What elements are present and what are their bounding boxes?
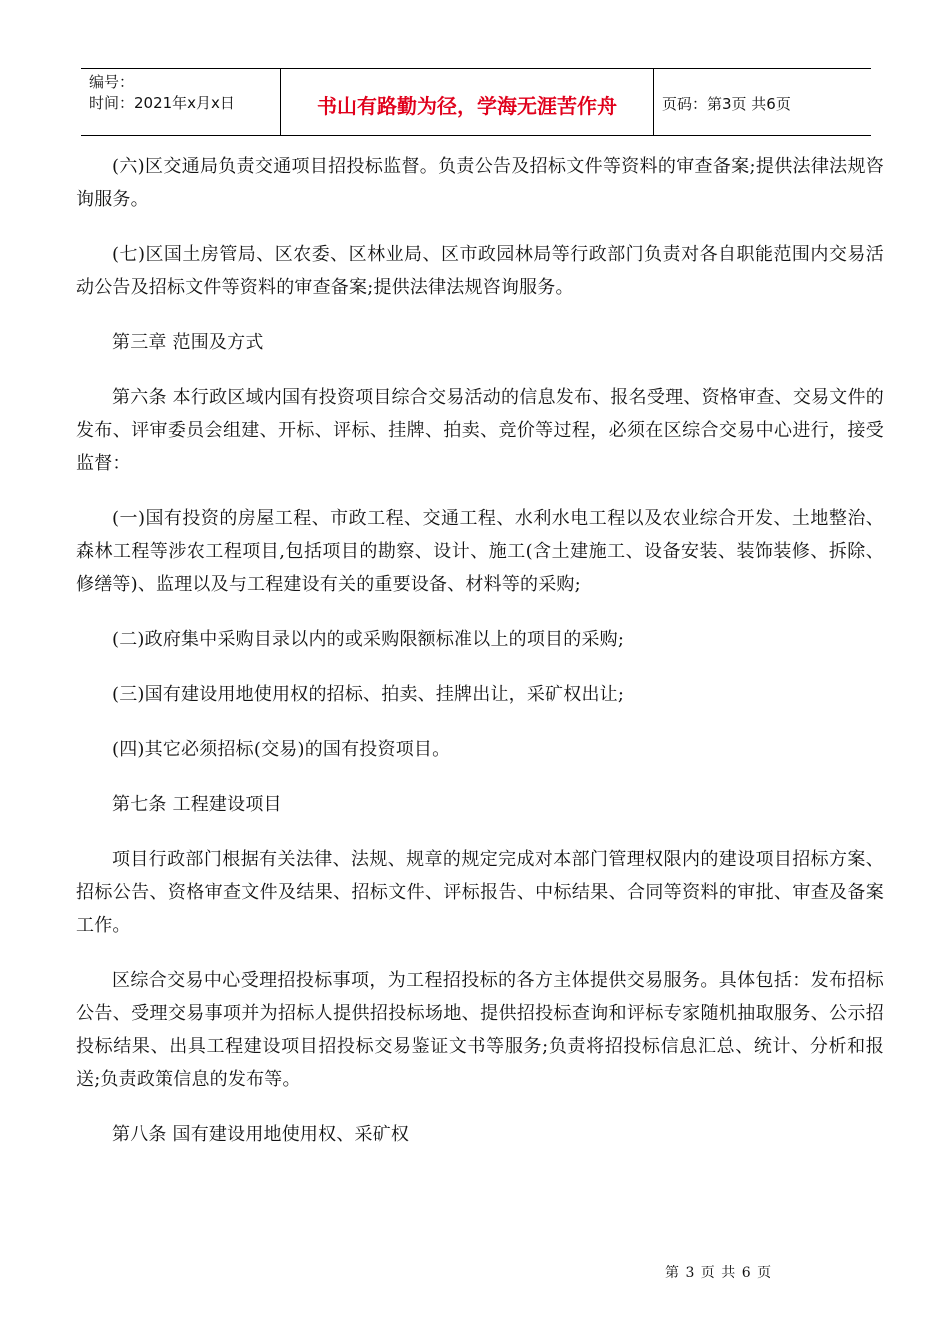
page-header bbox=[81, 68, 871, 136]
list-item: (三)国有建设用地使用权的招标、拍卖、挂牌出让，采矿权出让; bbox=[112, 684, 625, 705]
list-item: (一)国有投资的房屋工程、市政工程、交通工程、水利水电工程以及农业综合开发、土地整治、森林工程等涉农工程项目,包括项目的勘察、设计、施工(含土建施工、设备安装、装饰装修、拆除、修缮等)、监理以及与工程建设有关的重要设备、材料等的采购; bbox=[76, 508, 884, 595]
list-item: (二)政府集中采购目录以内的或采购限额标准以上的项目的采购; bbox=[112, 629, 625, 650]
paragraph: (六)区交通局负责交通项目招投标监督。负责公告及招标文件等资料的审查备案;提供法律法规咨询服务。 bbox=[76, 156, 884, 210]
document-number-label: 编号： bbox=[89, 73, 135, 91]
page-footer: 第 3 页 共 6 页 bbox=[665, 1265, 772, 1281]
paragraph: 区综合交易中心受理招投标事项，为工程招投标的各方主体提供交易服务。具体包括：发布招标公告、受理交易事项并为招标人提供招投标场地、提供招投标查询和评标专家随机抽取服务、公示招投标结果、出具工程建设项目招投标交易鉴证文书等服务;负责将招投标信息汇总、统计、分析和报送;负责政策信息的发布等。 bbox=[76, 970, 884, 1090]
article-paragraph: 第六条 本行政区域内国有投资项目综合交易活动的信息发布、报名受理、资格审查、交易文件的发布、评审委员会组建、开标、评标、挂牌、拍卖、竞价等过程，必须在区综合交易中心进行，接受监督： bbox=[76, 387, 884, 474]
article-heading: 第七条 工程建设项目 bbox=[112, 794, 282, 815]
document-body bbox=[76, 150, 884, 1173]
list-item: (四)其它必须招标(交易)的国有投资项目。 bbox=[112, 739, 451, 760]
header-page-info: 页码：第3页 共6页 bbox=[662, 94, 791, 113]
header-meta bbox=[81, 69, 281, 135]
header-motto: 书山有路勤为径，学海无涯苦作舟 bbox=[281, 69, 654, 135]
document-time-label: 时间：2021年x月x日 bbox=[89, 94, 235, 112]
chapter-heading: 第三章 范围及方式 bbox=[112, 332, 264, 353]
paragraph: 项目行政部门根据有关法律、法规、规章的规定完成对本部门管理权限内的建设项目招标方案、招标公告、资格审查文件及结果、招标文件、评标报告、中标结果、合同等资料的审批、审查及备案工作。 bbox=[76, 849, 884, 936]
paragraph: (七)区国土房管局、区农委、区林业局、区市政园林局等行政部门负责对各自职能范围内交易活动公告及招标文件等资料的审查备案;提供法律法规咨询服务。 bbox=[76, 244, 884, 298]
article-heading: 第八条 国有建设用地使用权、采矿权 bbox=[112, 1124, 410, 1145]
